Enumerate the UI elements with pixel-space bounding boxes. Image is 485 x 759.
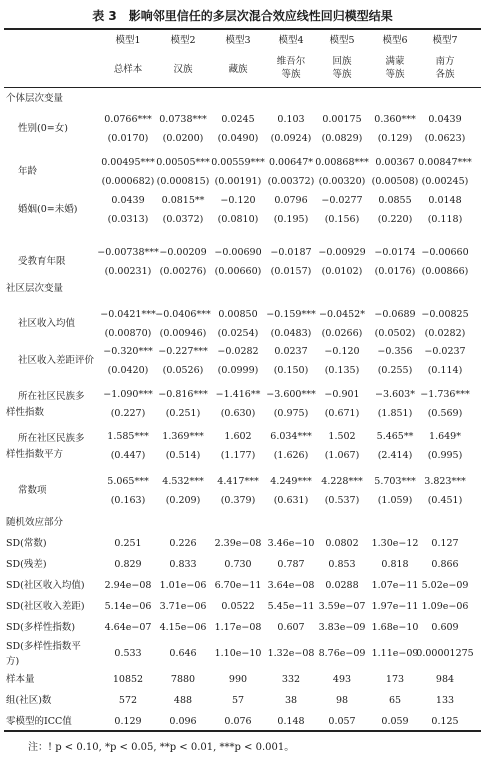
se-cell: (0.00946) <box>159 328 207 339</box>
summary-cell: 488 <box>173 695 193 706</box>
coef-cell: 0.00559*** <box>211 157 265 168</box>
coef-cell: −3.600*** <box>266 389 316 400</box>
se-cell: (0.220) <box>377 214 413 225</box>
random-cell: 4.15e−06 <box>159 622 207 633</box>
summary-cell: 990 <box>228 674 248 685</box>
coef-cell: 1.585*** <box>107 431 149 442</box>
coef-cell: −0.00825 <box>421 309 469 320</box>
coef-cell: −0.0689 <box>374 309 416 320</box>
row-label: 方) <box>6 656 20 667</box>
random-cell: 0.609 <box>431 622 459 633</box>
se-cell: (0.227) <box>110 408 146 419</box>
row-label: SD(多样性指数) <box>6 622 76 633</box>
summary-cell: 984 <box>435 674 455 685</box>
random-cell: 1.10e−10 <box>214 648 262 659</box>
row-label: 社区收入差距评价 <box>18 355 95 366</box>
coef-cell: 4.228*** <box>321 476 363 487</box>
model-header: 模型6 <box>382 35 408 46</box>
se-cell: (0.671) <box>324 408 360 419</box>
summary-cell: 0.076 <box>224 716 252 727</box>
summary-cell: 98 <box>335 695 349 706</box>
summary-cell: 0.129 <box>114 716 142 727</box>
coef-cell: 0.0855 <box>378 195 412 206</box>
se-cell: (0.0526) <box>162 365 204 376</box>
summary-cell: 0.096 <box>169 716 197 727</box>
se-cell: (0.0420) <box>107 365 149 376</box>
se-cell: (0.0313) <box>107 214 149 225</box>
se-cell: (0.537) <box>324 495 360 506</box>
random-cell: 8.76e−09 <box>318 648 366 659</box>
coef-cell: 0.0439 <box>428 114 462 125</box>
random-cell: 0.251 <box>114 538 142 549</box>
coef-cell: 4.249*** <box>270 476 312 487</box>
row-label: 组(社区)数 <box>6 695 52 706</box>
coef-cell: −0.0174 <box>374 247 416 258</box>
coef-cell: −0.0421*** <box>100 309 156 320</box>
coef-cell: −0.00209 <box>159 247 207 258</box>
se-cell: (0.163) <box>110 495 146 506</box>
model-group: 等族 <box>332 69 352 80</box>
coef-cell: 0.00175 <box>322 114 362 125</box>
random-cell: 1.68e−10 <box>371 622 419 633</box>
random-cell: 0.833 <box>169 559 197 570</box>
coef-cell: 0.0237 <box>274 346 308 357</box>
random-cell: 4.64e−07 <box>104 622 152 633</box>
top-rule <box>4 28 481 30</box>
se-cell: (0.255) <box>377 365 413 376</box>
coef-cell: 0.00505*** <box>156 157 210 168</box>
se-cell: (0.0810) <box>217 214 259 225</box>
se-cell: (0.569) <box>427 408 463 419</box>
model-header: 模型1 <box>115 35 141 46</box>
se-cell: (0.630) <box>220 408 256 419</box>
se-cell: (0.0490) <box>217 133 259 144</box>
se-cell: (1.067) <box>324 450 360 461</box>
row-label: 所在社区民族多 <box>18 433 85 444</box>
coef-cell: 0.0148 <box>428 195 462 206</box>
se-cell: (0.514) <box>165 450 201 461</box>
coef-cell: 1.649* <box>429 431 461 442</box>
random-cell: 0.226 <box>169 538 197 549</box>
coef-cell: 0.103 <box>277 114 305 125</box>
row-label: SD(多样性指数平 <box>6 641 81 652</box>
model-header: 模型5 <box>329 35 355 46</box>
random-cell: 3.64e−08 <box>267 580 315 591</box>
coef-cell: 0.00850 <box>218 309 258 320</box>
random-cell: 0.853 <box>328 559 356 570</box>
se-cell: (0.0502) <box>374 328 416 339</box>
se-cell: (0.00372) <box>267 176 315 187</box>
se-cell: (0.0924) <box>270 133 312 144</box>
table-number: 表 3 <box>92 9 117 23</box>
random-cell: 1.30e−12 <box>371 538 419 549</box>
se-cell: (0.0999) <box>217 365 259 376</box>
model-group: 回族 <box>332 56 352 67</box>
coef-cell: 5.703*** <box>374 476 416 487</box>
coef-cell: −1.736*** <box>420 389 470 400</box>
se-cell: (2.414) <box>377 450 413 461</box>
summary-cell: 133 <box>435 695 455 706</box>
random-cell: 1.11e−09 <box>371 648 419 659</box>
coef-cell: 3.823*** <box>424 476 466 487</box>
coef-cell: 5.465** <box>376 431 414 442</box>
random-cell: 0.818 <box>381 559 409 570</box>
coef-cell: 6.034*** <box>270 431 312 442</box>
model-group: 总样本 <box>113 64 143 75</box>
summary-cell: 57 <box>231 695 245 706</box>
summary-cell: 65 <box>388 695 402 706</box>
row-label: 样本量 <box>6 674 35 685</box>
row-label: SD(常数) <box>6 538 47 549</box>
section-heading: 随机效应部分 <box>6 517 64 528</box>
se-cell: (0.00660) <box>214 266 262 277</box>
random-cell: 1.01e−06 <box>159 580 207 591</box>
se-cell: (0.0176) <box>374 266 416 277</box>
se-cell: (0.00866) <box>421 266 469 277</box>
se-cell: (0.447) <box>110 450 146 461</box>
se-cell: (0.0254) <box>217 328 259 339</box>
model-group: 各族 <box>435 69 455 80</box>
bottom-rule <box>4 730 481 732</box>
coef-cell: −0.320*** <box>103 346 153 357</box>
summary-cell: 0.148 <box>277 716 305 727</box>
model-header: 模型7 <box>432 35 458 46</box>
se-cell: (0.00245) <box>421 176 469 187</box>
se-cell: (1.851) <box>377 408 413 419</box>
se-cell: (0.0282) <box>424 328 466 339</box>
random-cell: 1.17e−08 <box>214 622 262 633</box>
summary-cell: 173 <box>385 674 405 685</box>
random-cell: 1.97e−11 <box>371 601 419 612</box>
se-cell: (0.000815) <box>156 176 210 187</box>
se-cell: (0.0266) <box>321 328 363 339</box>
coef-cell: −1.416** <box>215 389 261 400</box>
summary-cell: 0.057 <box>328 716 356 727</box>
coef-cell: 0.0245 <box>221 114 255 125</box>
random-cell: 0.00001275 <box>416 648 474 659</box>
se-cell: (0.00191) <box>214 176 262 187</box>
row-label: 常数项 <box>18 485 47 496</box>
coef-cell: −0.227*** <box>158 346 208 357</box>
row-label: 性别(0=女) <box>18 123 68 134</box>
coef-cell: 0.00367 <box>375 157 415 168</box>
se-cell: (0.135) <box>324 365 360 376</box>
se-cell: (0.156) <box>324 214 360 225</box>
se-cell: (0.0372) <box>162 214 204 225</box>
row-label: 婚姻(0=未婚) <box>18 204 78 215</box>
coef-cell: 4.417*** <box>217 476 259 487</box>
random-cell: 1.32e−08 <box>267 648 315 659</box>
coef-cell: 0.0796 <box>274 195 308 206</box>
row-label: 社区收入均值 <box>18 318 76 329</box>
model-group: 满蒙 <box>385 56 405 67</box>
se-cell: (0.118) <box>427 214 463 225</box>
model-group: 维吾尔 <box>276 56 306 67</box>
model-group: 等族 <box>385 69 405 80</box>
model-group: 藏族 <box>228 64 248 75</box>
coef-cell: −0.0237 <box>424 346 466 357</box>
row-label: 样性指数平方 <box>6 449 64 460</box>
row-label: SD(社区收入均值) <box>6 580 85 591</box>
coef-cell: −0.00690 <box>214 247 262 258</box>
se-cell: (1.177) <box>220 450 256 461</box>
summary-cell: 38 <box>284 695 298 706</box>
random-cell: 0.787 <box>277 559 305 570</box>
random-cell: 3.59e−07 <box>318 601 366 612</box>
coef-cell: 0.00847*** <box>418 157 472 168</box>
coef-cell: 0.0738*** <box>159 114 207 125</box>
row-label: SD(社区收入差距) <box>6 601 85 612</box>
se-cell: (0.150) <box>273 365 309 376</box>
coef-cell: 0.0815** <box>161 195 205 206</box>
summary-cell: 10852 <box>112 674 144 685</box>
coef-cell: 1.602 <box>224 431 252 442</box>
se-cell: (0.251) <box>165 408 201 419</box>
model-group: 汉族 <box>173 64 193 75</box>
random-cell: 2.94e−08 <box>104 580 152 591</box>
coef-cell: −0.0282 <box>217 346 259 357</box>
model-header: 模型2 <box>170 35 196 46</box>
se-cell: (0.209) <box>165 495 201 506</box>
se-cell: (0.00508) <box>371 176 419 187</box>
se-cell: (1.059) <box>377 495 413 506</box>
coef-cell: −0.0406*** <box>155 309 211 320</box>
header-rule <box>4 87 481 88</box>
random-cell: 5.45e−11 <box>267 601 315 612</box>
random-cell: 5.14e−06 <box>104 601 152 612</box>
coef-cell: −0.0277 <box>321 195 363 206</box>
summary-cell: 0.059 <box>381 716 409 727</box>
coef-cell: −0.356 <box>377 346 413 357</box>
coef-cell: −0.00929 <box>318 247 366 258</box>
model-header: 模型4 <box>278 35 304 46</box>
coef-cell: 0.0439 <box>111 195 145 206</box>
section-heading: 社区层次变量 <box>6 283 64 294</box>
coef-cell: −0.120 <box>324 346 360 357</box>
se-cell: (0.0170) <box>107 133 149 144</box>
random-cell: 1.09e−06 <box>421 601 469 612</box>
se-cell: (0.0157) <box>270 266 312 277</box>
coef-cell: −0.00660 <box>421 247 469 258</box>
summary-cell: 493 <box>332 674 352 685</box>
coef-cell: 0.360*** <box>374 114 416 125</box>
row-label: 所在社区民族多 <box>18 391 85 402</box>
se-cell: (0.379) <box>220 495 256 506</box>
se-cell: (0.631) <box>273 495 309 506</box>
row-label: SD(残差) <box>6 559 47 570</box>
row-label: 受教育年限 <box>18 256 66 267</box>
coef-cell: −0.901 <box>324 389 360 400</box>
summary-cell: 572 <box>118 695 138 706</box>
random-cell: 3.46e−10 <box>267 538 315 549</box>
table-caption <box>0 7 485 24</box>
se-cell: (0.129) <box>377 133 413 144</box>
model-group: 南方 <box>435 56 455 67</box>
coef-cell: 1.502 <box>328 431 356 442</box>
model-group: 等族 <box>281 69 301 80</box>
se-cell: (0.975) <box>273 408 309 419</box>
row-label: 年龄 <box>18 166 38 177</box>
random-cell: 0.646 <box>169 648 197 659</box>
random-cell: 2.39e−08 <box>214 538 262 549</box>
se-cell: (0.00276) <box>159 266 207 277</box>
random-cell: 0.0522 <box>221 601 255 612</box>
coef-cell: −0.00738*** <box>97 247 159 258</box>
coef-cell: −0.159*** <box>266 309 316 320</box>
se-cell: (0.00870) <box>104 328 152 339</box>
coef-cell: 4.532*** <box>162 476 204 487</box>
se-cell: (0.0200) <box>162 133 204 144</box>
se-cell: (0.0483) <box>270 328 312 339</box>
se-cell: (0.195) <box>273 214 309 225</box>
coef-cell: −0.120 <box>220 195 256 206</box>
table-title: 影响邻里信任的多层次混合效应线性回归模型结果 <box>128 9 393 23</box>
coef-cell: 0.00647* <box>268 157 314 168</box>
random-cell: 6.70e−11 <box>214 580 262 591</box>
coef-cell: −0.0452* <box>319 309 365 320</box>
coef-cell: −3.603* <box>375 389 415 400</box>
coef-cell: 0.00495*** <box>101 157 155 168</box>
se-cell: (1.626) <box>273 450 309 461</box>
se-cell: (0.451) <box>427 495 463 506</box>
coef-cell: 1.369*** <box>162 431 204 442</box>
random-cell: 0.0802 <box>325 538 359 549</box>
random-cell: 1.07e−11 <box>371 580 419 591</box>
coef-cell: 5.065*** <box>107 476 149 487</box>
random-cell: 0.607 <box>277 622 305 633</box>
random-cell: 0.730 <box>224 559 252 570</box>
coef-cell: −0.0187 <box>270 247 312 258</box>
model-header: 模型3 <box>225 35 251 46</box>
summary-cell: 7880 <box>170 674 196 685</box>
coef-cell: −0.816*** <box>158 389 208 400</box>
coef-cell: −1.090*** <box>103 389 153 400</box>
se-cell: (0.000682) <box>101 176 155 187</box>
table-footnote: 注：! p < 0.10, *p < 0.05, **p < 0.01, ***p < 0.001。 <box>28 742 295 753</box>
row-label: 零模型的ICC值 <box>6 716 72 727</box>
random-cell: 0.866 <box>431 559 459 570</box>
random-cell: 0.829 <box>114 559 142 570</box>
coef-cell: 0.0766*** <box>104 114 152 125</box>
se-cell: (0.0623) <box>424 133 466 144</box>
random-cell: 5.02e−09 <box>421 580 469 591</box>
random-cell: 0.533 <box>114 648 142 659</box>
se-cell: (0.995) <box>427 450 463 461</box>
se-cell: (0.0829) <box>321 133 363 144</box>
se-cell: (0.00320) <box>318 176 366 187</box>
se-cell: (0.00231) <box>104 266 152 277</box>
random-cell: 0.0288 <box>325 580 359 591</box>
summary-cell: 0.125 <box>431 716 459 727</box>
summary-cell: 332 <box>281 674 301 685</box>
se-cell: (0.114) <box>427 365 463 376</box>
se-cell: (0.0102) <box>321 266 363 277</box>
random-cell: 3.83e−09 <box>318 622 366 633</box>
section-heading: 个体层次变量 <box>6 93 64 104</box>
random-cell: 0.127 <box>431 538 459 549</box>
coef-cell: 0.00868*** <box>315 157 369 168</box>
row-label: 样性指数 <box>6 407 45 418</box>
random-cell: 3.71e−06 <box>159 601 207 612</box>
